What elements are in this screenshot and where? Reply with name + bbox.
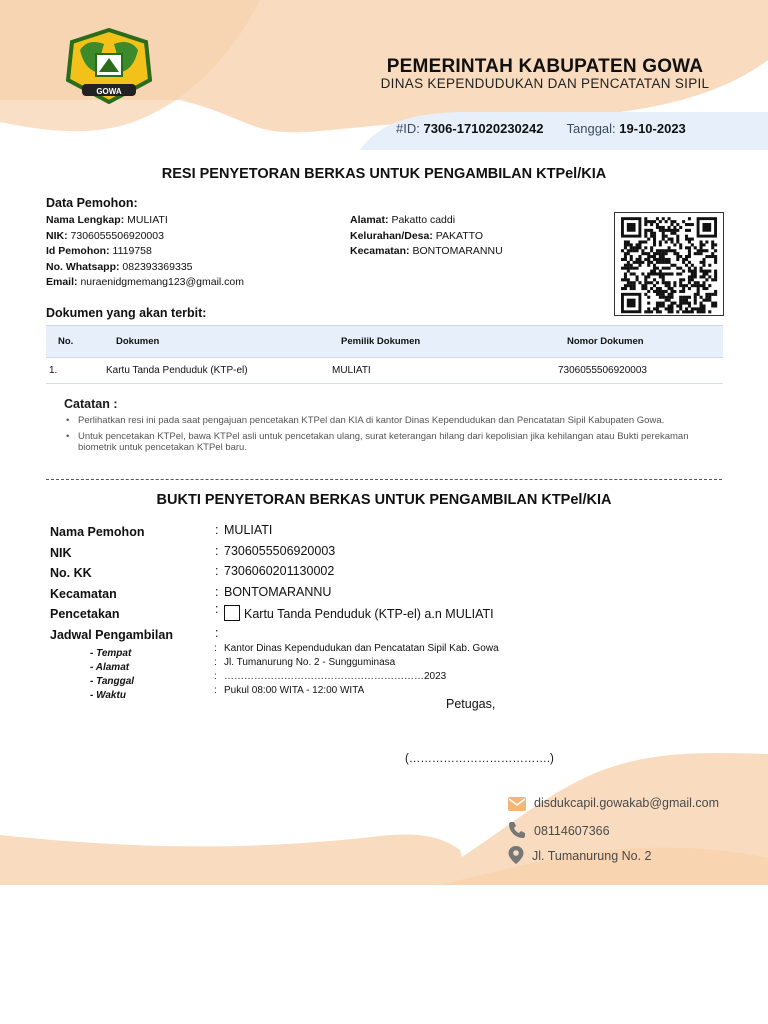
field-applicant-id: Id Pemohon: 1119758 [46, 245, 152, 257]
footer-address[interactable]: Jl. Tumanurung No. 2 [508, 846, 652, 864]
note-item: • Perlihatkan resi ini pada saat pengajuan pencetakan KTPel dan KIA di kantor Dinas Kependudukan dan Pencatatan Sipil Kabupaten Gowa. [66, 415, 706, 427]
field-nik: NIK: 7306055506920003 [46, 229, 164, 242]
header-doc-number: Nomor Dokumen [567, 336, 644, 347]
schedule-place: - Tempat : Kantor Dinas Kependudukan dan Pencatatan Sipil Kab. Gowa [90, 643, 499, 659]
date-label: Tanggal: [566, 121, 616, 136]
receipt-title: RESI PENYETORAN BERKAS UNTUK PENGAMBILAN KTPel/KIA [161, 166, 607, 182]
schedule-date: - Tanggal : ……………………………………………………2023 [90, 671, 447, 687]
proof-title: BUKTI PENYETORAN BERKAS UNTUK PENGAMBILAN KTPel/KIA [156, 492, 612, 508]
applicant-left-fields [46, 213, 244, 291]
field-whatsapp: No. Whatsapp: 082393369335 [46, 260, 193, 273]
notes-list [66, 415, 706, 454]
proof-row-printing: Pencetakan : Kartu Tanda Penduduk (KTP-el) a.n MULIATI [50, 602, 494, 621]
proof-row-name: Nama Pemohon : MULIATI [50, 523, 273, 539]
row-owner: MULIATI [332, 365, 371, 376]
field-full-name: Nama Lengkap: MULIATI [46, 214, 168, 226]
header-document: Dokumen [116, 336, 160, 347]
applicant-right-fields [350, 213, 503, 260]
row-document: Kartu Tanda Penduduk (KTP-el) [106, 365, 248, 376]
documents-table [46, 325, 723, 384]
date-value: 19-10-2023 [619, 121, 686, 136]
id-label: #ID: [396, 121, 420, 136]
schedule-time: - Waktu : Pukul 08:00 WITA - 12:00 WITA [90, 685, 365, 701]
notes-title: Catatan : [64, 397, 118, 411]
receipt-id-row [396, 121, 686, 136]
row-no: 1. [49, 365, 58, 376]
id-value: 7306-171020230242 [423, 121, 544, 136]
email-icon [508, 797, 526, 811]
footer-background [0, 740, 768, 885]
cut-line [46, 479, 722, 480]
table-row [46, 358, 723, 384]
documents-heading: Dokumen yang akan terbit: [46, 306, 207, 320]
location-pin-icon [508, 846, 524, 864]
field-district: Kecamatan: BONTOMARANNU [350, 245, 503, 257]
logo-text: GOWA [96, 87, 122, 96]
qr-code [614, 212, 724, 316]
table-header [46, 325, 723, 358]
proof-row-kk: No. KK : 7306060201130002 [50, 564, 335, 580]
proof-row-nik: NIK : 7306055506920003 [50, 543, 336, 560]
signature-line: (……………………………….) [405, 753, 554, 765]
field-email: Email: nuraenidgmemang123@gmail.com [46, 276, 245, 288]
footer-email[interactable]: disdukcapil.gowakab@gmail.com [508, 796, 719, 811]
footer-phone[interactable]: 08114607366 [508, 821, 610, 839]
print-checkbox[interactable] [224, 605, 240, 621]
field-village: Kelurahan/Desa: PAKATTO [350, 229, 484, 242]
field-address: Alamat: Pakatto caddi [350, 214, 456, 226]
row-doc-number: 7306055506920003 [558, 365, 647, 376]
officer-label: Petugas, [446, 697, 496, 711]
applicant-heading: Data Pemohon: [46, 196, 138, 210]
header-no: No. [58, 336, 74, 347]
schedule-address: - Alamat : Jl. Tumanurung No. 2 - Sungguminasa [90, 657, 396, 673]
note-item: • Untuk pencetakan KTPel, bawa KTPel asli untuk pencetakan ulang, surat keterangan hilang dari kepolisian jika kehilangan atau Bukti perekaman biometrik untuk pencetakan KTPel baru. [66, 431, 706, 454]
agency-subtitle: DINAS KEPENDUDUKAN DAN PENCATATAN SIPIL [380, 76, 710, 91]
gowa-logo [66, 28, 152, 104]
proof-row-district: Kecamatan : BONTOMARANNU [50, 584, 332, 601]
phone-icon [508, 821, 526, 839]
header-owner: Pemilik Dokumen [341, 336, 421, 347]
government-title: PEMERINTAH KABUPATEN GOWA [386, 56, 704, 77]
proof-row-schedule: Jadwal Pengambilan : [50, 626, 219, 642]
